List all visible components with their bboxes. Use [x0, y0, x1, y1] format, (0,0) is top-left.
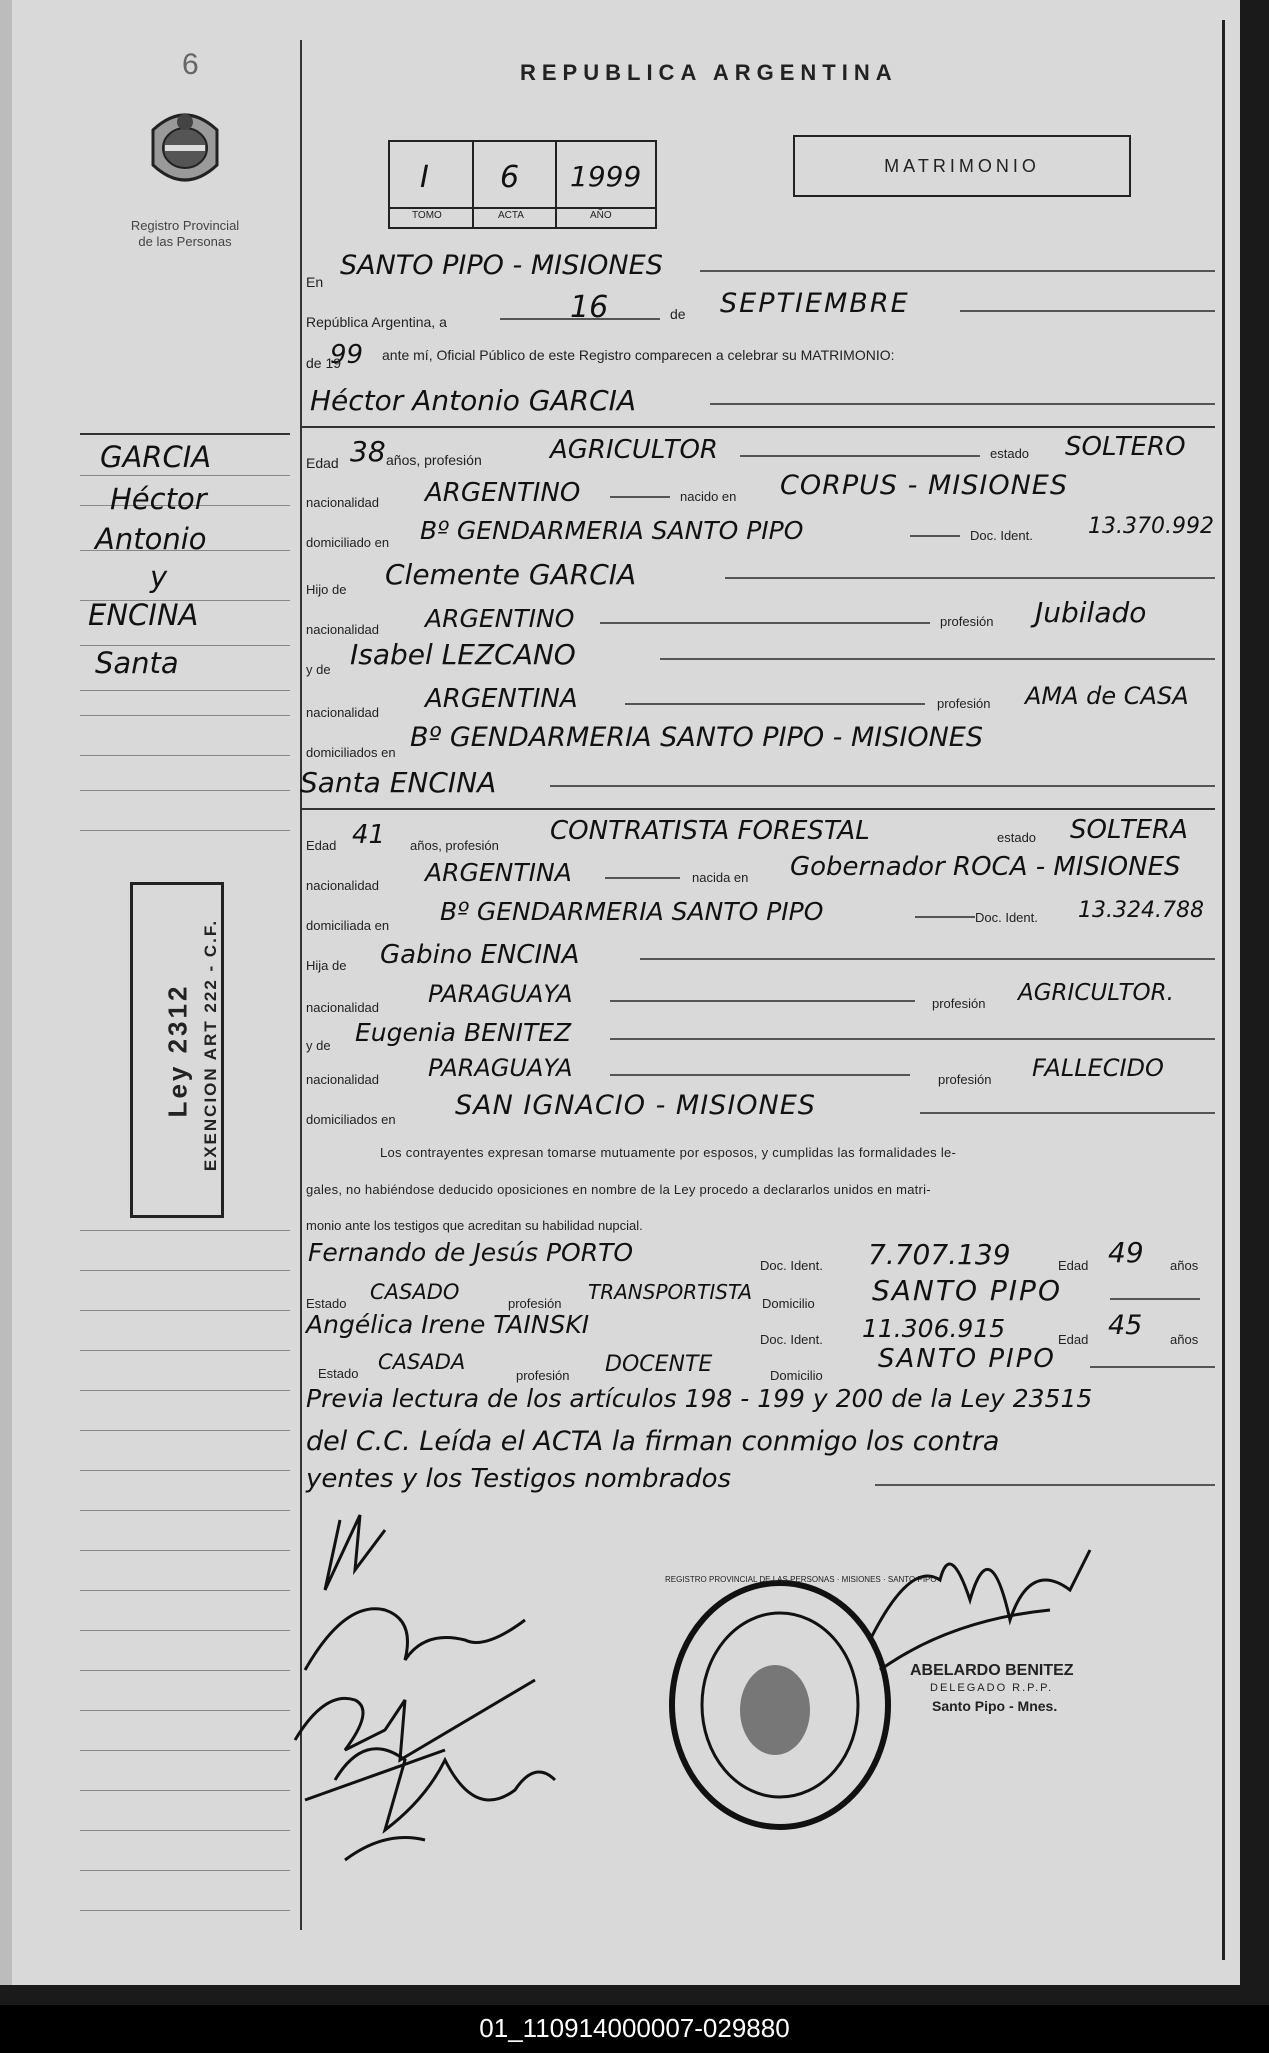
label-nacionalidad-5: nacionalidad — [306, 1000, 380, 1015]
label-doc-ident: Doc. Ident. — [970, 528, 1033, 543]
label-de19: de 19 — [306, 355, 342, 371]
label-profesion-3: profesión — [932, 996, 986, 1011]
closing-line2: del C.C. Leída el ACTA la firman conmigo los contra — [306, 1426, 1000, 1457]
witness1-address: SANTO PIPO — [872, 1274, 1062, 1307]
witness2-address: SANTO PIPO — [878, 1344, 1056, 1374]
groom-father: Clemente GARCIA — [385, 558, 637, 591]
margin-given-1: Héctor — [110, 482, 207, 516]
label-edad-3: Edad — [1058, 1258, 1089, 1273]
groom-mother-nationality: ARGENTINA — [425, 684, 578, 714]
act-type: MATRIMONIO — [884, 156, 1040, 176]
margin-given-bride: Santa — [95, 646, 179, 680]
witness1-name: Fernando de Jesús PORTO — [308, 1238, 634, 1267]
act-month: SEPTIEMBRE — [720, 288, 910, 319]
label-estado-4: Estado — [318, 1366, 359, 1381]
margin-surname-groom: GARCIA — [100, 440, 212, 474]
label-y-de: y de — [306, 662, 331, 677]
page-number: 6 — [182, 48, 199, 81]
witness2-status: CASADA — [378, 1350, 466, 1374]
label-anos-profesion-2: años, profesión — [410, 838, 499, 853]
act-year: 99 — [330, 340, 364, 370]
label-nacionalidad-6: nacionalidad — [306, 1072, 380, 1087]
signatures — [285, 1500, 595, 1880]
official-place: Santo Pipo - Mnes. — [932, 1698, 1058, 1714]
tomo-label: TOMO — [412, 210, 442, 221]
label-hija-de: Hija de — [306, 958, 347, 973]
groom-mother: Isabel LEZCANO — [350, 638, 576, 671]
label-en: En — [306, 274, 324, 290]
label-domiciliados-en-2: domiciliados en — [306, 1112, 396, 1127]
bride-parents-address: SAN IGNACIO - MISIONES — [455, 1090, 816, 1121]
ley-stamp — [130, 882, 224, 1218]
closing-line1: Previa lectura de los artículos 198 - 199 y 200 de la Ley 23515 — [306, 1384, 1093, 1413]
label-domiciliados-en: domiciliados en — [306, 745, 396, 760]
witness2-name: Angélica Irene TAINSKI — [306, 1310, 590, 1339]
label-profesion: profesión — [940, 614, 994, 629]
label-estado: estado — [990, 446, 1030, 461]
acta-value: 6 — [500, 160, 520, 195]
page-edge — [0, 0, 12, 1985]
label-estado-3: Estado — [306, 1296, 347, 1311]
label-anos-profesion: años, profesión — [386, 452, 482, 468]
label-nacido-en: nacido en — [680, 489, 737, 504]
groom-name: Héctor Antonio GARCIA — [310, 384, 637, 417]
bride-mother-profession: FALLECIDO — [1032, 1054, 1164, 1082]
groom-father-profession: Jubilado — [1035, 596, 1147, 629]
bride-doc: 13.324.788 — [1078, 898, 1204, 923]
label-hijo-de: Hijo de — [306, 582, 347, 597]
label-domicilio: Domicilio — [762, 1296, 815, 1311]
groom-profession: AGRICULTOR — [550, 435, 718, 465]
bride-profession: CONTRATISTA FORESTAL — [550, 816, 870, 846]
label-edad: Edad — [306, 455, 339, 471]
margin-given-2: Antonio — [95, 522, 207, 556]
registry-line1: Registro Provincial — [130, 218, 240, 233]
label-anos-2: años — [1170, 1332, 1199, 1347]
witness1-doc: 7.707.139 — [868, 1238, 1011, 1271]
ley-stamp-line1: Ley 2312 — [162, 983, 193, 1118]
bride-father: Gabino ENCINA — [380, 940, 580, 970]
groom-parents-address: Bº GENDARMERIA SANTO PIPO - MISIONES — [410, 722, 983, 753]
label-edad-4: Edad — [1058, 1332, 1089, 1347]
label-profesion-4: profesión — [938, 1072, 992, 1087]
label-domicilio-2: Domicilio — [770, 1368, 823, 1383]
bride-father-profession: AGRICULTOR. — [1018, 980, 1174, 1006]
label-republica: República Argentina, a — [306, 314, 447, 330]
groom-mother-profession: AMA de CASA — [1025, 682, 1189, 710]
coat-of-arms-icon — [145, 100, 225, 195]
groom-nationality: ARGENTINO — [425, 478, 581, 508]
label-domiciliada-en: domiciliada en — [306, 918, 390, 933]
label-nacida-en: nacida en — [692, 870, 749, 885]
groom-age: 38 — [350, 435, 386, 468]
right-border — [1222, 20, 1225, 1960]
groom-status: SOLTERO — [1065, 432, 1186, 462]
acta-label: ACTA — [498, 210, 524, 221]
groom-doc: 13.370.992 — [1088, 514, 1214, 539]
official-name: ABELARDO BENITEZ — [910, 1662, 1074, 1679]
label-anos: años — [1170, 1258, 1199, 1273]
label-doc-ident-2: Doc. Ident. — [975, 910, 1038, 925]
bride-name: Santa ENCINA — [300, 766, 497, 799]
label-estado-2: estado — [997, 830, 1037, 845]
act-type-box — [793, 135, 1131, 197]
groom-birthplace: CORPUS - MISIONES — [780, 470, 1068, 501]
closing-line3: yentes y los Testigos nombrados — [306, 1464, 732, 1494]
label-doc-ident-3: Doc. Ident. — [760, 1258, 823, 1273]
registry-line2: de las Personas — [138, 234, 232, 249]
bride-birthplace: Gobernador ROCA - MISIONES — [790, 852, 1181, 882]
margin-surname-bride: ENCINA — [88, 598, 199, 632]
registry-name — [105, 218, 265, 250]
record-box — [388, 140, 657, 229]
declaration-line3: monio ante los testigos que acreditan su habilidad nupcial. — [306, 1218, 643, 1233]
groom-address: Bº GENDARMERIA SANTO PIPO — [420, 516, 804, 545]
seal-text: REGISTRO PROVINCIAL DE LAS PERSONAS · MISIONES · SANTO PIPO — [665, 1575, 937, 1584]
witness1-age: 49 — [1108, 1236, 1144, 1269]
label-y-de-2: y de — [306, 1038, 331, 1053]
bride-status: SOLTERA — [1070, 815, 1188, 845]
witness1-profession: TRANSPORTISTA — [588, 1280, 753, 1304]
label-profesion-6: profesión — [516, 1368, 570, 1383]
bride-age: 41 — [352, 820, 386, 850]
declaration-line1: Los contrayentes expresan tomarse mutuamente por esposos, y cumplidas las formalidades le- — [380, 1145, 957, 1160]
act-place: SANTO PIPO - MISIONES — [340, 250, 663, 281]
label-profesion-2: profesión — [937, 696, 991, 711]
tomo-value: I — [420, 160, 429, 195]
bride-address: Bº GENDARMERIA SANTO PIPO — [440, 897, 824, 926]
country-title: REPUBLICA ARGENTINA — [520, 60, 898, 85]
declaration-line2: gales, no habiéndose deducido oposiciones en nombre de la Ley procedo a declararlos unidos en matri- — [306, 1182, 931, 1197]
bride-father-nationality: PARAGUAYA — [428, 980, 573, 1008]
ano-label: AÑO — [590, 210, 612, 221]
label-domiciliado-en: domiciliado en — [306, 535, 390, 550]
label-de: de — [670, 306, 686, 322]
label-edad-2: Edad — [306, 838, 337, 853]
ano-value: 1999 — [570, 160, 642, 193]
label-nacionalidad-2: nacionalidad — [306, 622, 380, 637]
image-id-footer: 01_110914000007-029880 — [0, 2005, 1269, 2053]
ley-stamp-line2: EXENCION ART 222 - C.F. — [201, 918, 220, 1172]
label-doc-ident-4: Doc. Ident. — [760, 1332, 823, 1347]
label-profesion-5: profesión — [508, 1296, 562, 1311]
label-nacionalidad-4: nacionalidad — [306, 878, 380, 893]
witness2-profession: DOCENTE — [605, 1352, 713, 1377]
groom-father-nationality: ARGENTINO — [425, 604, 575, 633]
witness1-status: CASADO — [370, 1280, 460, 1304]
bride-mother: Eugenia BENITEZ — [355, 1018, 572, 1047]
margin-and: y — [150, 560, 168, 594]
act-day: 16 — [570, 290, 609, 325]
bride-mother-nationality: PARAGUAYA — [428, 1054, 573, 1082]
witness2-age: 45 — [1108, 1310, 1143, 1341]
official-title: DELEGADO R.P.P. — [930, 1682, 1054, 1694]
label-ante: ante mí, Oficial Público de este Registro comparecen a celebrar su MATRIMONIO: — [382, 347, 895, 363]
label-nacionalidad-3: nacionalidad — [306, 705, 380, 720]
label-nacionalidad: nacionalidad — [306, 495, 380, 510]
witness2-doc: 11.306.915 — [862, 1314, 1006, 1343]
bride-nationality: ARGENTINA — [425, 858, 572, 887]
